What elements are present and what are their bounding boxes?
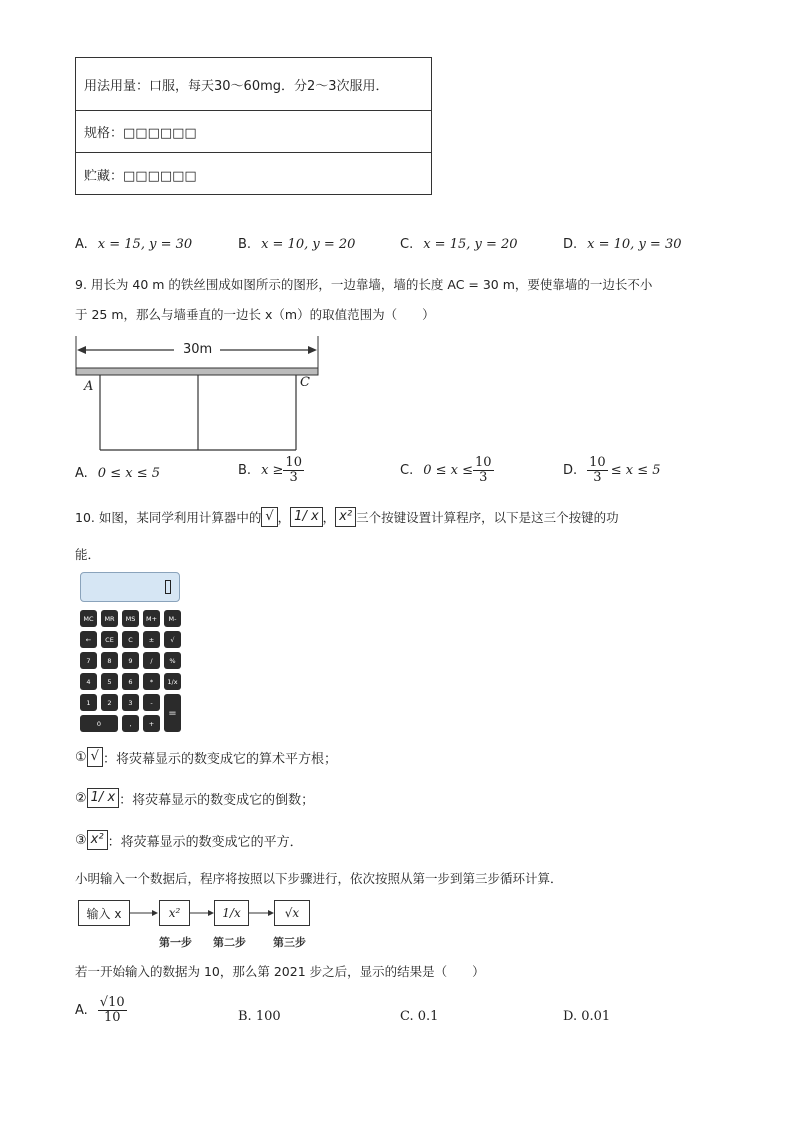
q9-option-b[interactable]: B. x ≥ $\frac{10}{3}$: [238, 455, 302, 485]
calc-key: 5: [101, 673, 118, 690]
calculator-image: [78, 572, 182, 734]
flow-step3-label: 第三步: [273, 936, 306, 949]
q10-question: 若一开始输入的数据为 10，那么第 2021 步之后，显示的结果是（ ）: [75, 964, 485, 979]
spec-text: 规格：□□□□□□: [84, 126, 197, 141]
usage-text: 用法用量：口服，每天30～60mg．分2～3次服用．: [84, 78, 389, 94]
sqrt-key-icon: √: [87, 747, 103, 767]
flow-step2-box: 1/x: [214, 900, 249, 926]
calc-key: +: [143, 715, 160, 732]
calc-key: -: [143, 694, 160, 711]
q8-option-b[interactable]: B. x = 10, y = 20: [238, 237, 356, 252]
q10-option-b[interactable]: B. 100: [238, 1009, 281, 1024]
calc-key: 7: [80, 652, 97, 669]
calc-key: √: [164, 631, 181, 648]
q8-option-c[interactable]: C. x = 15, y = 20: [400, 237, 518, 252]
calc-key: MC: [80, 610, 97, 627]
calc-key: *: [143, 673, 160, 690]
calc-key: 9: [122, 652, 139, 669]
q9-option-d[interactable]: D. $\frac{10}{3}$ ≤ x ≤ 5: [563, 455, 661, 485]
dosage-table: [75, 57, 432, 195]
calc-key: 8: [101, 652, 118, 669]
calc-key: 3: [122, 694, 139, 711]
cursor-icon: [165, 580, 171, 594]
q8-option-d[interactable]: D. x = 10, y = 30: [563, 237, 682, 252]
calc-key: %: [164, 652, 181, 669]
fraction: $\frac{10}{3}$: [285, 455, 302, 485]
item-sqrt: ① √ ：将荧幕显示的数变成它的算术平方根；: [75, 749, 337, 767]
item-reciprocal: ② 1/ x ：将荧幕显示的数变成它的倒数；: [75, 790, 315, 808]
flow-step3-box: √x: [274, 900, 310, 926]
reciprocal-key-icon: 1/ x: [87, 788, 119, 808]
calc-key: MS: [122, 610, 139, 627]
table-row-storage: [76, 153, 431, 195]
q10-option-d[interactable]: D. 0.01: [563, 1009, 611, 1024]
table-row-spec: [76, 111, 431, 153]
point-c-label: C: [300, 375, 310, 390]
calc-key: ±: [143, 631, 160, 648]
flow-step1-label: 第一步: [159, 936, 192, 949]
calc-key: ,: [122, 715, 139, 732]
fraction: $\frac{10}{3}$: [475, 455, 492, 485]
calculator-screen: [80, 572, 180, 602]
flow-step1-box: x²: [159, 900, 190, 926]
square-key-icon: x²: [335, 507, 356, 527]
q9-option-c[interactable]: C. 0 ≤ x ≤ $\frac{10}{3}$: [400, 455, 492, 485]
calc-key: 2: [101, 694, 118, 711]
q8-option-a[interactable]: A. x = 15, y = 30: [75, 237, 193, 252]
calc-key: /: [143, 652, 160, 669]
flow-input-box: 输入 x: [78, 900, 130, 926]
calc-key: MR: [101, 610, 118, 627]
calc-key: CE: [101, 631, 118, 648]
calc-key: M-: [164, 610, 181, 627]
fraction: $\frac{√10}{10}$: [99, 995, 125, 1025]
wall-length-label: 30m: [183, 342, 213, 357]
q10-line2: 能．: [75, 547, 101, 562]
flow-step2-label: 第二步: [213, 936, 246, 949]
point-a-label: A: [84, 379, 94, 394]
fraction: $\frac{10}{3}$: [589, 455, 606, 485]
calc-key: 1/x: [164, 673, 181, 690]
calc-key: M+: [143, 610, 160, 627]
table-row-usage: [76, 58, 431, 111]
q9-option-a[interactable]: A. 0 ≤ x ≤ 5: [75, 466, 160, 481]
calc-key: 1: [80, 694, 97, 711]
q10-line1: 10. 如图，某同学利用计算器中的 √ ， 1/ x ， x² 三个按键设置计算程序，以下是这三个按键的功: [75, 509, 619, 525]
q10-option-a[interactable]: A. $\frac{√10}{10}$: [75, 995, 125, 1025]
q10-description: 小明输入一个数据后，程序将按照以下步骤进行，依次按照从第一步到第三步循环计算．: [75, 871, 563, 886]
square-key-icon: x²: [87, 830, 108, 850]
q9-line2: 于 25 m，那么与墙垂直的一边长 x（m）的取值范围为（ ）: [75, 307, 435, 322]
calc-key: 6: [122, 673, 139, 690]
sqrt-key-icon: √: [261, 507, 277, 527]
calc-key: 4: [80, 673, 97, 690]
calc-key: C: [122, 631, 139, 648]
calc-key: =: [164, 694, 181, 732]
item-square: ③ x² ：将荧幕显示的数变成它的平方．: [75, 832, 303, 850]
q9-line1: 9. 用长为 40 m 的铁丝围成如图所示的图形，一边靠墙，墙的长度 AC = 30 m，要使靠墙的一边长不小: [75, 277, 653, 292]
calc-key: ←: [80, 631, 97, 648]
reciprocal-key-icon: 1/ x: [290, 507, 322, 527]
q10-option-c[interactable]: C. 0.1: [400, 1009, 439, 1024]
calc-key: 0: [80, 715, 118, 732]
storage-text: 贮藏：□□□□□□: [84, 168, 197, 184]
